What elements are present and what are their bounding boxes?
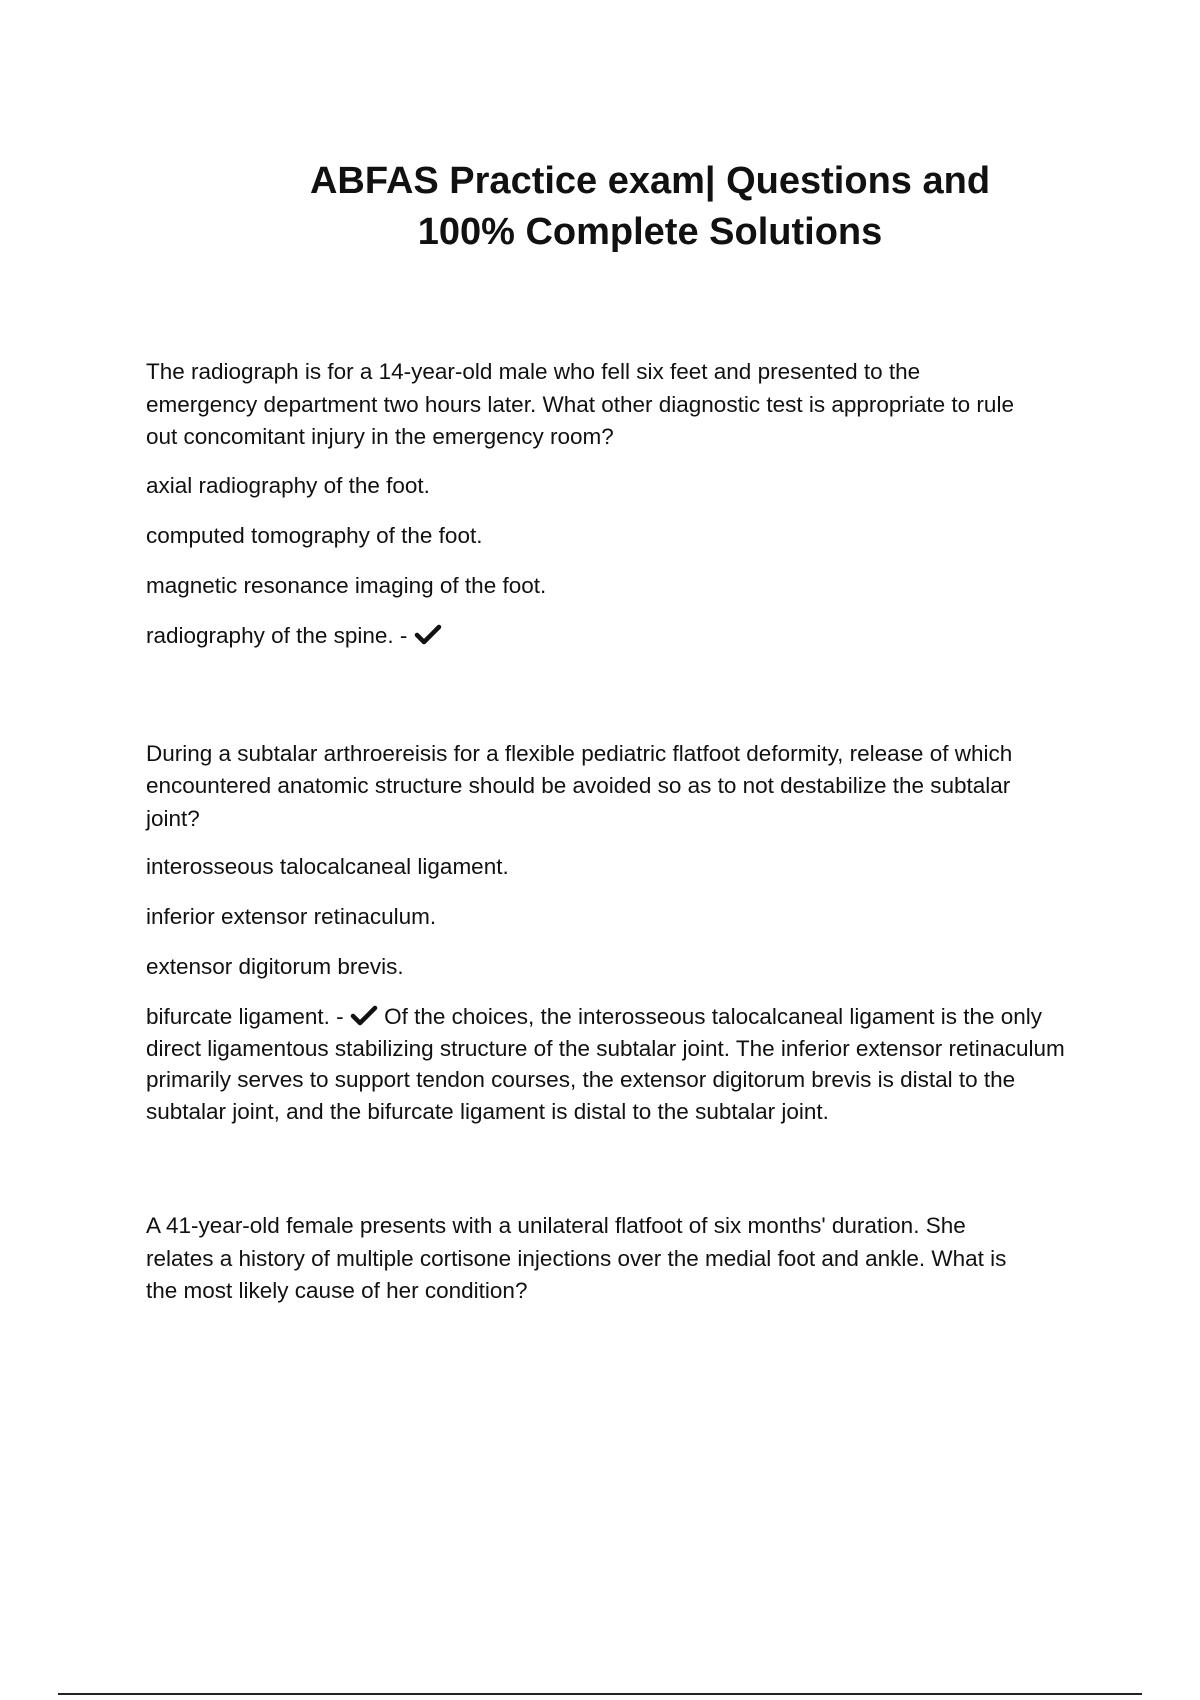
question-block-3 <box>146 1210 1096 1308</box>
answer-option-final <box>146 620 1096 652</box>
checkmark-icon <box>350 1005 378 1027</box>
question-block-2 <box>146 738 1096 1128</box>
answer-option: extensor digitorum brevis. <box>146 954 404 979</box>
section-spacer <box>146 670 1096 738</box>
document-title-line-2: 100% Complete Solutions <box>417 211 883 253</box>
answer-option-label: radiography of the spine. - <box>146 622 408 648</box>
question-block-1 <box>146 356 1096 652</box>
answer-option: computed tomography of the foot. <box>146 522 483 548</box>
document-title <box>240 156 1060 258</box>
answer-option-final <box>146 1001 1096 1127</box>
answer-option: axial radiography of the foot. <box>146 472 430 498</box>
question-text: A 41-year-old female presents with a unilateral flatfoot of six months' duration. She relates a history of multiple cortisone injections over the medial foot and ankle. What is the most likely cause of her condition? <box>146 1213 1007 1303</box>
answer-option: interosseous talocalcaneal ligament. <box>146 854 509 879</box>
answer-explanation: Of the choices, the interosseous talocalcaneal ligament is the only direct ligamentous stabilizing structure of the subtalar joint. The inferior extensor retinaculum primarily serves to support tendon courses, the extensor digitorum brevis is distal to the subtalar joint, and the bifurcate ligament is distal to the subtalar joint. <box>146 1004 1065 1124</box>
section-spacer <box>146 1127 1096 1210</box>
answer-option-label: bifurcate ligament. - <box>146 1004 344 1029</box>
document-title-line-1: ABFAS Practice exam| Questions and <box>309 160 991 202</box>
document-body <box>146 356 1096 1324</box>
question-text: The radiograph is for a 14-year-old male who fell six feet and presented to the emergency department two hours later. What other diagnostic test is appropriate to rule out concomitant injury in the emergency room? <box>146 359 1014 449</box>
answer-option: inferior extensor retinaculum. <box>146 904 437 929</box>
question-text: During a subtalar arthroereisis for a flexible pediatric flatfoot deformity, release of which encountered anatomic structure should be avoided so as to not destabilize the subtalar joint? <box>146 740 1013 831</box>
footer-divider <box>58 1693 1142 1695</box>
checkmark-icon <box>414 624 442 646</box>
answer-option: magnetic resonance imaging of the foot. <box>146 572 547 598</box>
